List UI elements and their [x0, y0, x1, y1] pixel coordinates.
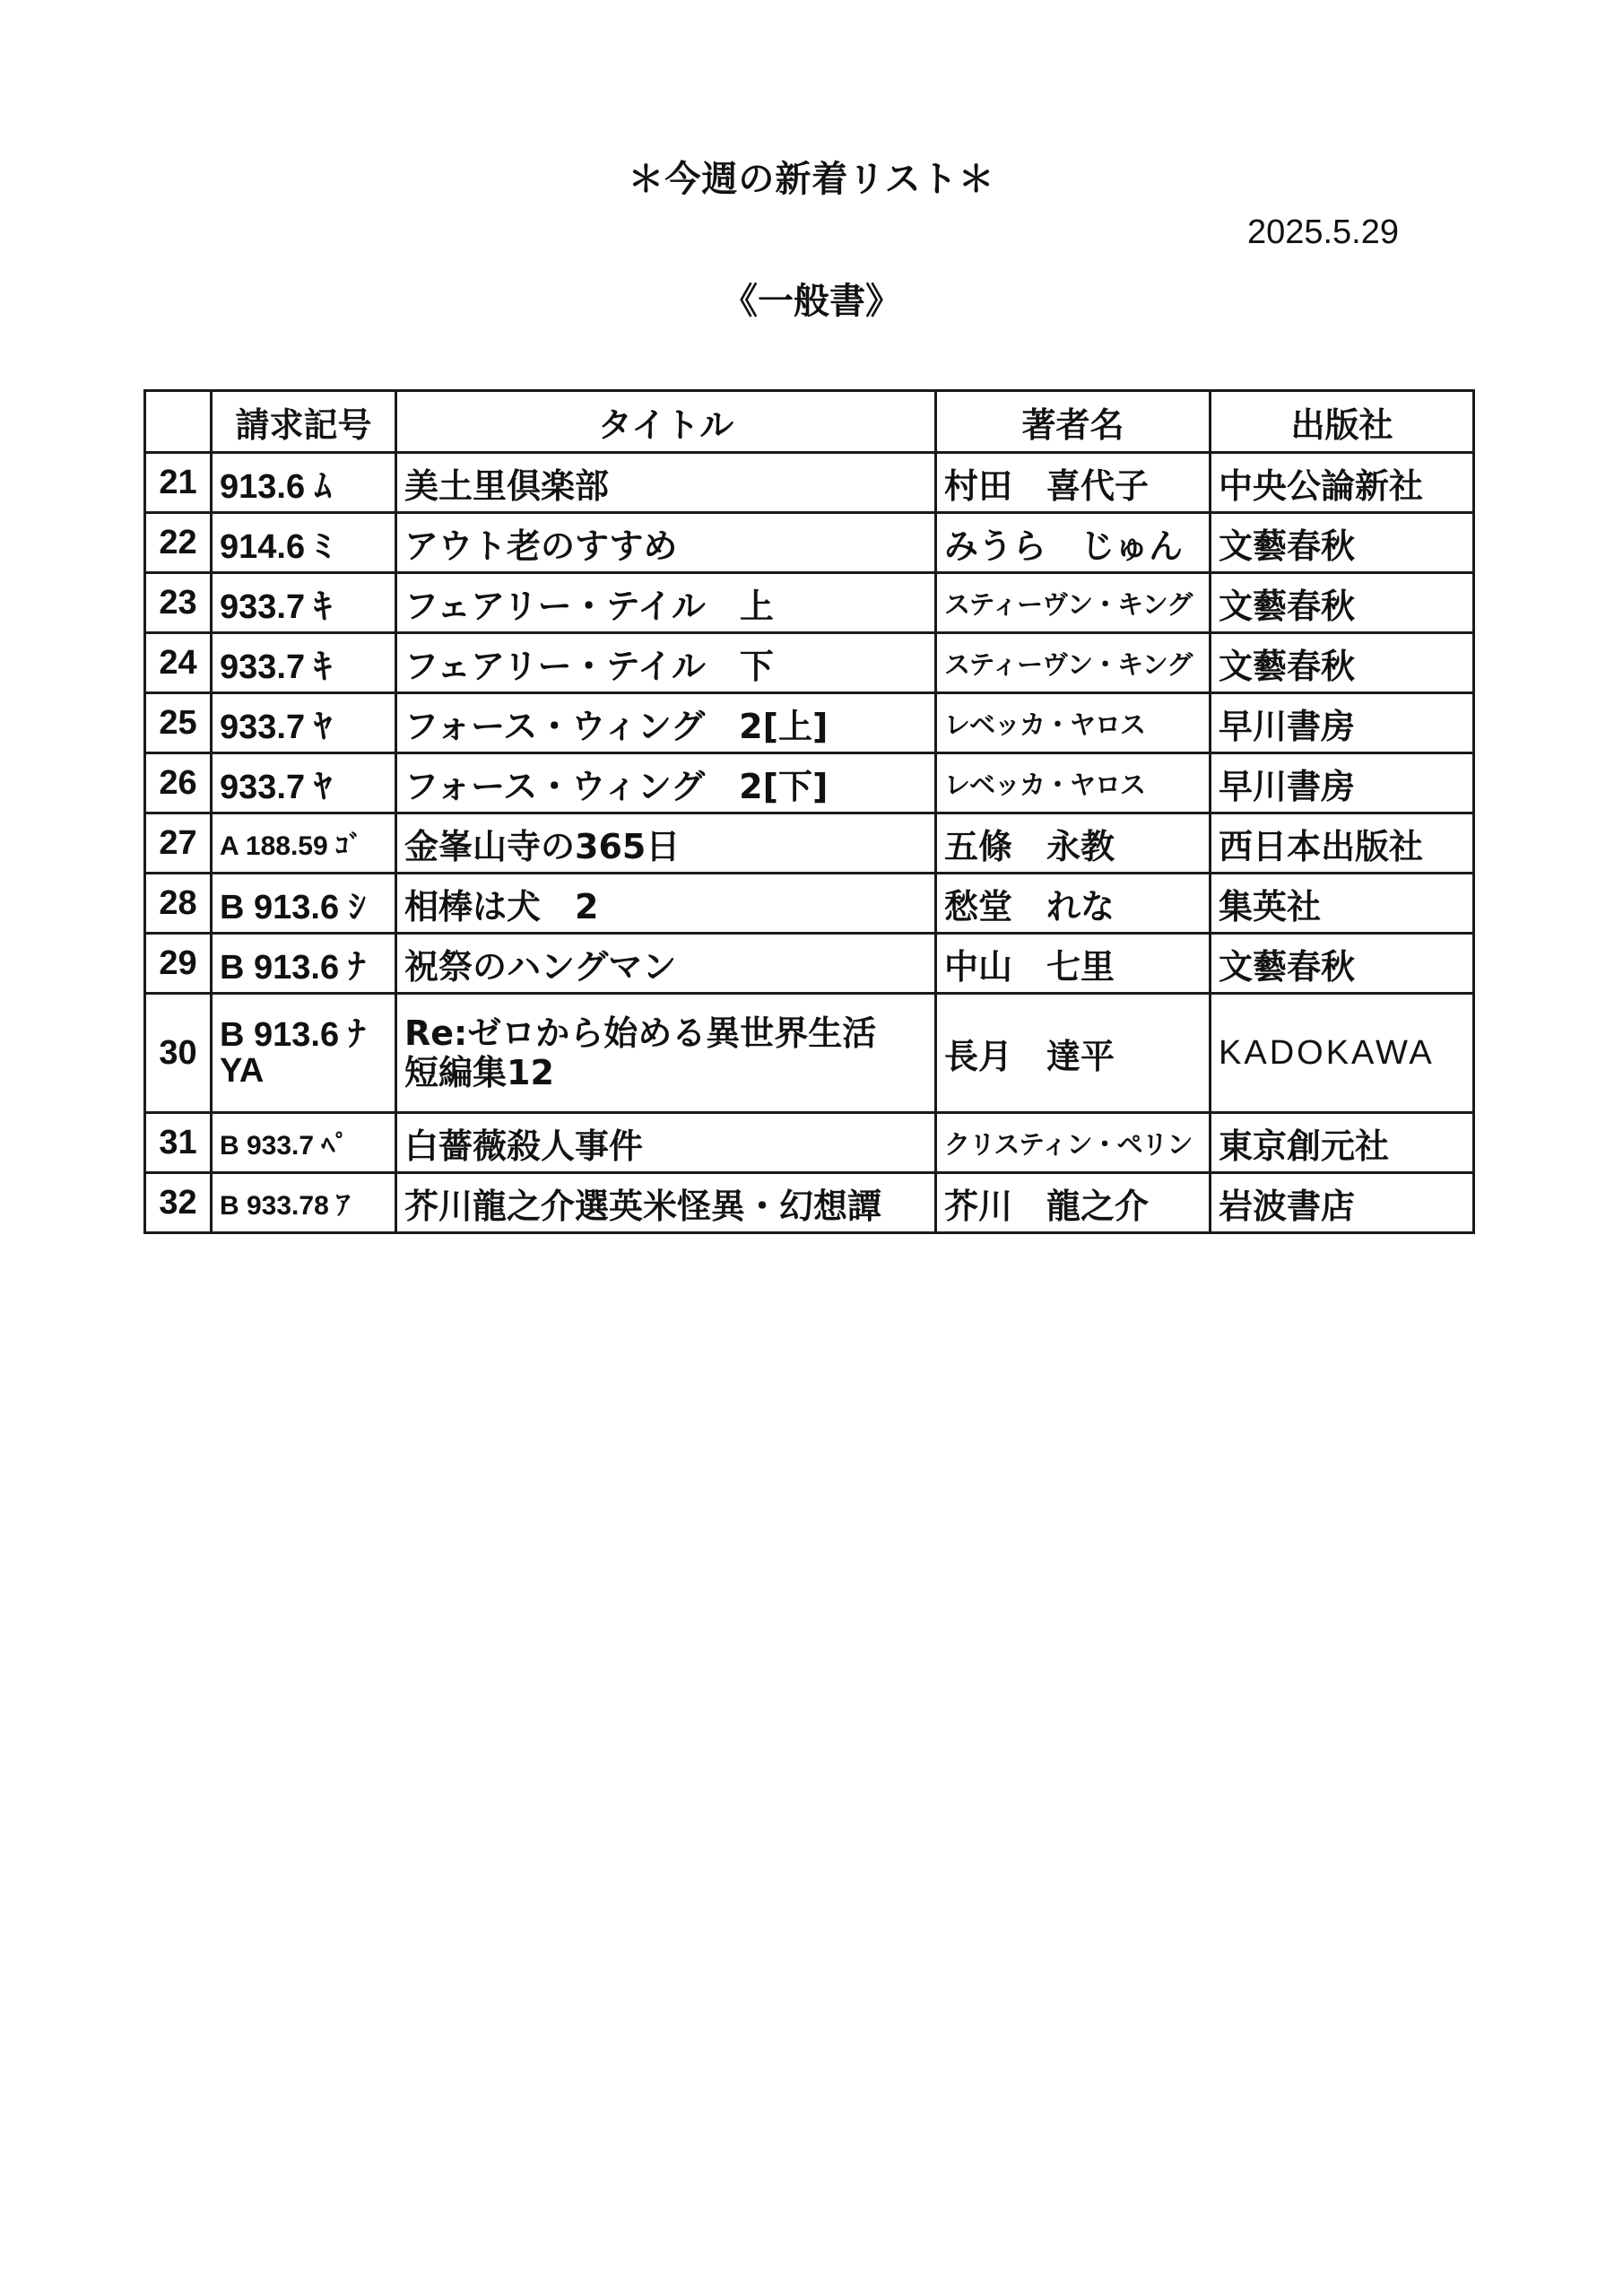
publisher-name: 文藝春秋 — [1211, 513, 1474, 573]
table-row — [145, 753, 1474, 813]
publisher-name: 東京創元社 — [1211, 1113, 1474, 1173]
call-number: A 188.59 ｺﾞ — [212, 813, 396, 874]
book-title: アウト老のすすめ — [396, 513, 936, 573]
author-name: 長月 達平 — [936, 994, 1211, 1113]
row-number: 25 — [145, 693, 212, 753]
table-row — [145, 813, 1474, 874]
row-number: 31 — [145, 1113, 212, 1173]
book-title: 白薔薇殺人事件 — [396, 1113, 936, 1173]
row-number: 32 — [145, 1173, 212, 1233]
call-number: 933.7 ﾔ — [212, 693, 396, 753]
author-name: クリスティン・ペリン — [936, 1113, 1211, 1173]
publisher-name: 集英社 — [1211, 874, 1474, 934]
call-number: B 933.7 ﾍﾟ — [212, 1113, 396, 1173]
call-number: B 913.6 ｼ — [212, 874, 396, 934]
table-row — [145, 693, 1474, 753]
column-header-title: タイトル — [396, 391, 936, 453]
publisher-name: 文藝春秋 — [1211, 934, 1474, 994]
author-name: 愁堂 れな — [936, 874, 1211, 934]
author-name: 中山 七里 — [936, 934, 1211, 994]
author-name: 村田 喜代子 — [936, 453, 1211, 513]
row-number: 23 — [145, 573, 212, 633]
call-number: B 913.6 ﾅ — [212, 934, 396, 994]
table-row — [145, 1173, 1474, 1233]
table-row — [145, 453, 1474, 513]
publisher-name: 岩波書店 — [1211, 1173, 1474, 1233]
row-number: 26 — [145, 753, 212, 813]
section-heading: 《一般書》 — [722, 281, 901, 322]
row-number: 29 — [145, 934, 212, 994]
table-row — [145, 573, 1474, 633]
table-row — [145, 513, 1474, 573]
row-number: 24 — [145, 633, 212, 693]
table-row — [145, 994, 1474, 1113]
column-header-call-number: 請求記号 — [212, 391, 396, 453]
publisher-name: 中央公論新社 — [1211, 453, 1474, 513]
call-number: 933.7 ｷ — [212, 573, 396, 633]
author-name: レベッカ・ヤロス — [936, 693, 1211, 753]
column-header-publisher: 出版社 — [1211, 391, 1474, 453]
author-name: レベッカ・ヤロス — [936, 753, 1211, 813]
publisher-name: 早川書房 — [1211, 693, 1474, 753]
author-name: 五條 永教 — [936, 813, 1211, 874]
call-number: 933.7 ｷ — [212, 633, 396, 693]
row-number: 21 — [145, 453, 212, 513]
column-header-no — [145, 391, 212, 453]
book-title: 相棒は犬 2 — [396, 874, 936, 934]
author-name: みうら じゅん — [936, 513, 1211, 573]
call-number: 933.7 ﾔ — [212, 753, 396, 813]
book-title: 美土里倶楽部 — [396, 453, 936, 513]
book-title: フェアリー・テイル 下 — [396, 633, 936, 693]
publisher-name: 早川書房 — [1211, 753, 1474, 813]
row-number: 30 — [145, 994, 212, 1113]
call-number: 914.6 ﾐ — [212, 513, 396, 573]
row-number: 27 — [145, 813, 212, 874]
table-row — [145, 934, 1474, 994]
author-name: 芥川 龍之介 — [936, 1173, 1211, 1233]
publisher-name: 文藝春秋 — [1211, 573, 1474, 633]
list-date: 2025.5.29 — [1246, 213, 1399, 251]
table-row — [145, 874, 1474, 934]
publisher-name: KADOKAWA — [1211, 994, 1474, 1113]
publisher-name: 西日本出版社 — [1211, 813, 1474, 874]
book-title: 金峯山寺の365日 — [396, 813, 936, 874]
table-header-row — [145, 391, 1474, 453]
column-header-author: 著者名 — [936, 391, 1211, 453]
table-row — [145, 1113, 1474, 1173]
row-number: 28 — [145, 874, 212, 934]
book-title: Re:ゼロから始める異世界生活 短編集12 — [396, 994, 936, 1113]
book-title: フェアリー・テイル 上 — [396, 573, 936, 633]
call-number: 913.6 ﾑ — [212, 453, 396, 513]
new-arrivals-table — [143, 389, 1475, 1234]
call-number: B 913.6 ﾅ YA — [212, 994, 396, 1113]
page-title: ＊今週の新着リスト＊ — [628, 159, 995, 200]
author-name: スティーヴン・キング — [936, 573, 1211, 633]
book-title: フォース・ウィング 2[上] — [396, 693, 936, 753]
publisher-name: 文藝春秋 — [1211, 633, 1474, 693]
book-title: フォース・ウィング 2[下] — [396, 753, 936, 813]
book-title: 芥川龍之介選英米怪異・幻想譚 — [396, 1173, 936, 1233]
table-row — [145, 633, 1474, 693]
call-number: B 933.78 ｱ — [212, 1173, 396, 1233]
book-title: 祝祭のハングマン — [396, 934, 936, 994]
author-name: スティーヴン・キング — [936, 633, 1211, 693]
row-number: 22 — [145, 513, 212, 573]
